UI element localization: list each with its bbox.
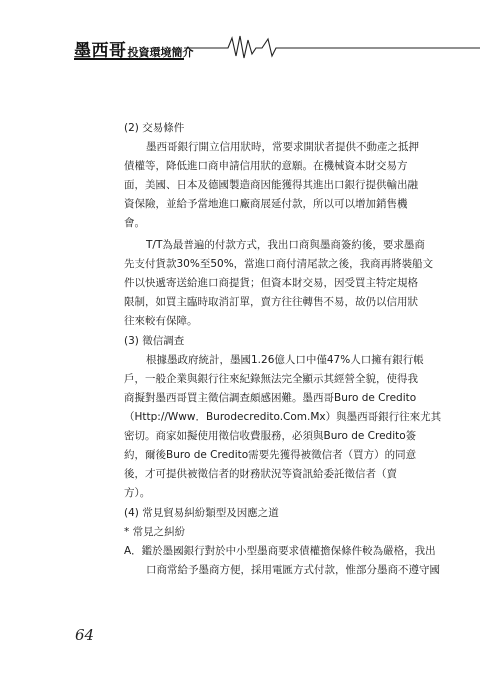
paragraph-line: 債權等，降低進口商申請信用狀的意願。在機械資本財交易方	[124, 160, 408, 172]
paragraph-line: 商擬對墨西哥買主徵信調查頗感困難。墨西哥Buro de Credito	[124, 392, 417, 404]
paragraph-line: 會。	[124, 217, 145, 229]
paragraph-line: （Http://Www．Burodecredito.Com.Mx）與墨西哥銀行往來尤其	[124, 411, 442, 423]
paragraph-line: 方）。	[124, 487, 151, 499]
paragraph-line: 戶，一般企業與銀行往來紀錄無法完全顯示其經營全貌，使得我	[124, 373, 418, 385]
paragraph-line: 墨西哥銀行開立信用狀時，常要求開狀者提供不動產之抵押	[146, 141, 419, 153]
paragraph-line: T/T為最普遍的付款方式，我出口商與墨商簽約後，要求墨商	[146, 239, 425, 251]
paragraph-line: 根據墨政府統計，墨國1.26億人口中僅47%人口擁有銀行帳	[146, 354, 424, 366]
paragraph-line: 先支付貨款30%至50%，當進口商付清尾款之後，我商再將裝船文	[124, 258, 434, 270]
sub-heading-common-disputes: * 常見之糾紛	[124, 526, 186, 538]
paragraph-line: 往來較有保障。	[124, 315, 198, 327]
list-item-line: 口商常給予墨商方便，採用電匯方式付款，惟部分墨商不遵守國	[146, 564, 440, 576]
paragraph-line: 密切。商家如擬使用徵信收費服務，必須與Buro de Credito簽	[124, 430, 417, 442]
header-title-main: 墨西哥	[74, 41, 127, 61]
list-item-line: A．鑑於墨國銀行對於中小型墨商要求債權擔保條件較為嚴格，我出	[124, 545, 436, 557]
section-heading-trade-disputes: (4) 常見貿易糾紛類型及因應之道	[124, 507, 279, 519]
section-heading-trade-terms: (2) 交易條件	[124, 122, 185, 134]
header-title-sub: 投資環境簡介	[127, 46, 194, 59]
paragraph-line: 約，爾後Buro de Credito需要先獲得被徵信者（買方）的同意	[124, 449, 417, 461]
paragraph-line: 資保險，並給予當地進口廠商展延付款，所以可以增加銷售機	[124, 198, 408, 210]
page-number: 64	[75, 626, 95, 644]
paragraph-line: 件以快遞寄送給進口商提貨；但資本財交易，因受買主特定規格	[124, 277, 418, 289]
section-heading-credit-check: (3) 徵信調查	[124, 335, 185, 347]
paragraph-line: 限制，如買主臨時取消訂單，賣方往往轉售不易，故仍以信用狀	[124, 296, 418, 308]
paragraph-line: 後，才可提供被徵信者的財務狀況等資訊給委託徵信者（賣	[124, 468, 397, 480]
paragraph-line: 面，美國、日本及德國製造商因能獲得其進出口銀行提供輸出融	[124, 179, 418, 191]
